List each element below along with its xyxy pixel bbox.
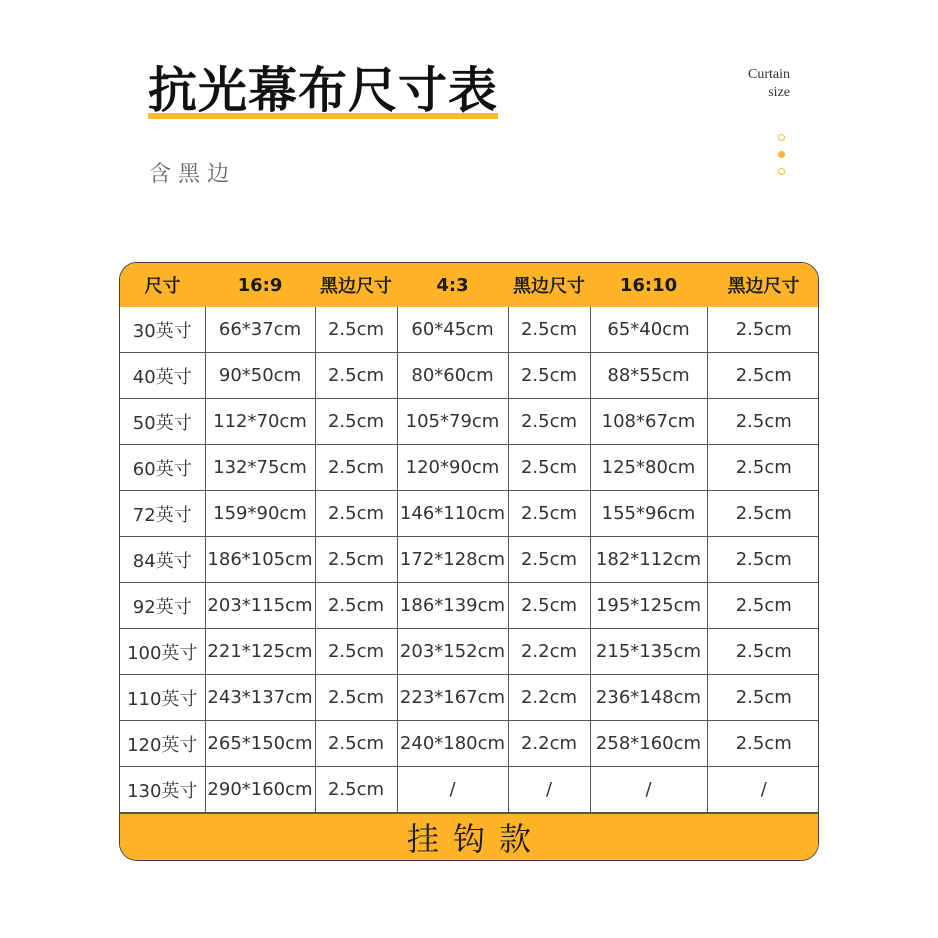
- dimension-cell: 215*135cm: [590, 629, 707, 675]
- dimension-cell: 2.5cm: [508, 307, 590, 353]
- dimension-cell: 159*90cm: [205, 491, 315, 537]
- table-header-cell: 黑边尺寸: [727, 276, 800, 297]
- dimension-cell: 186*105cm: [205, 537, 315, 583]
- indicator-dot-filled-icon: [778, 151, 785, 158]
- size-cell: 110英寸: [120, 675, 205, 721]
- dimension-cell: 2.5cm: [315, 399, 397, 445]
- dimension-cell: 221*125cm: [205, 629, 315, 675]
- dimension-cell: 236*148cm: [590, 675, 707, 721]
- table-row: [120, 399, 819, 445]
- dimension-cell: 132*75cm: [205, 445, 315, 491]
- dimension-cell: 223*167cm: [397, 675, 508, 721]
- dimension-cell: 2.2cm: [508, 675, 590, 721]
- page-indicator: [778, 134, 788, 185]
- title-block: [148, 58, 498, 124]
- dimension-cell: 60*45cm: [397, 307, 508, 353]
- dimension-cell: 182*112cm: [590, 537, 707, 583]
- dimension-cell: 243*137cm: [205, 675, 315, 721]
- size-cell: 30英寸: [120, 307, 205, 353]
- dimension-cell: 2.5cm: [315, 629, 397, 675]
- dimension-cell: 2.5cm: [508, 491, 590, 537]
- dimension-cell: 2.5cm: [707, 399, 819, 445]
- dimension-cell: 240*180cm: [397, 721, 508, 767]
- dimension-cell: 2.5cm: [315, 491, 397, 537]
- size-cell: 130英寸: [120, 767, 205, 813]
- table-row: [120, 583, 819, 629]
- indicator-dot-outline-icon: [778, 168, 785, 175]
- size-cell: 72英寸: [120, 491, 205, 537]
- table-row: [120, 307, 819, 353]
- dimension-cell: 2.5cm: [707, 583, 819, 629]
- dimension-cell: 2.5cm: [508, 583, 590, 629]
- table-header-cell: 16:10: [619, 274, 678, 296]
- dimension-cell: 203*152cm: [397, 629, 508, 675]
- dimension-cell: 2.5cm: [707, 721, 819, 767]
- table-row: [120, 353, 819, 399]
- table-header-cell: 黑边尺寸: [320, 276, 392, 297]
- table-row: [120, 675, 819, 721]
- dimension-cell: /: [397, 767, 508, 813]
- table-header-cell: 4:3: [436, 274, 469, 296]
- dimension-cell: 2.5cm: [315, 721, 397, 767]
- dimension-cell: 258*160cm: [590, 721, 707, 767]
- dimension-cell: 120*90cm: [397, 445, 508, 491]
- dimension-cell: 112*70cm: [205, 399, 315, 445]
- dimension-cell: 265*150cm: [205, 721, 315, 767]
- indicator-dot-outline-icon: [778, 134, 785, 141]
- dimension-cell: 2.5cm: [707, 537, 819, 583]
- page-subtitle: 含黑边: [149, 162, 237, 187]
- dimension-cell: 108*67cm: [590, 399, 707, 445]
- dimension-cell: 2.5cm: [315, 583, 397, 629]
- dimension-cell: /: [707, 767, 819, 813]
- dimension-cell: 2.5cm: [508, 445, 590, 491]
- dimension-cell: 155*96cm: [590, 491, 707, 537]
- dimension-cell: 105*79cm: [397, 399, 508, 445]
- corner-label-line1: Curtain: [748, 67, 790, 82]
- dimension-cell: 125*80cm: [590, 445, 707, 491]
- dimension-cell: 2.5cm: [315, 307, 397, 353]
- table-header-cell: 黑边尺寸: [513, 276, 585, 297]
- dimension-cell: 2.5cm: [508, 537, 590, 583]
- dimension-cell: 2.5cm: [508, 399, 590, 445]
- dimension-cell: 2.2cm: [508, 721, 590, 767]
- table-row: [120, 445, 819, 491]
- table-body: [120, 307, 819, 813]
- dimension-cell: 2.5cm: [315, 537, 397, 583]
- dimension-cell: 2.5cm: [707, 629, 819, 675]
- corner-label: [748, 66, 790, 102]
- dimension-cell: 2.2cm: [508, 629, 590, 675]
- table-row: [120, 537, 819, 583]
- size-cell: 60英寸: [120, 445, 205, 491]
- size-cell: 100英寸: [120, 629, 205, 675]
- page-title: [148, 58, 498, 124]
- size-cell: 84英寸: [120, 537, 205, 583]
- dimension-cell: /: [508, 767, 590, 813]
- dimension-cell: 195*125cm: [590, 583, 707, 629]
- dimension-cell: 88*55cm: [590, 353, 707, 399]
- table-header-cell: 16:9: [237, 274, 283, 296]
- size-cell: 120英寸: [120, 721, 205, 767]
- dimension-cell: 2.5cm: [707, 307, 819, 353]
- dimension-cell: 186*139cm: [397, 583, 508, 629]
- table-header-cell: 尺寸: [144, 276, 181, 297]
- table-row: [120, 767, 819, 813]
- page-title-text: 抗光幕布尺寸表: [148, 62, 499, 119]
- table-footer: 挂钩款: [120, 813, 818, 860]
- size-cell: 92英寸: [120, 583, 205, 629]
- corner-label-line2: size: [768, 85, 790, 100]
- dimension-cell: 172*128cm: [397, 537, 508, 583]
- dimension-cell: 2.5cm: [707, 675, 819, 721]
- dimension-cell: 203*115cm: [205, 583, 315, 629]
- size-table-card: [119, 262, 819, 861]
- size-cell: 40英寸: [120, 353, 205, 399]
- dimension-cell: 90*50cm: [205, 353, 315, 399]
- dimension-cell: 2.5cm: [508, 353, 590, 399]
- table-row: [120, 491, 819, 537]
- dimension-cell: 66*37cm: [205, 307, 315, 353]
- table-header-row: [120, 263, 819, 307]
- dimension-cell: 2.5cm: [707, 445, 819, 491]
- dimension-cell: 65*40cm: [590, 307, 707, 353]
- table-row: [120, 629, 819, 675]
- dimension-cell: 2.5cm: [315, 445, 397, 491]
- size-cell: 50英寸: [120, 399, 205, 445]
- dimension-cell: 290*160cm: [205, 767, 315, 813]
- dimension-cell: /: [590, 767, 707, 813]
- dimension-cell: 2.5cm: [707, 491, 819, 537]
- dimension-cell: 146*110cm: [397, 491, 508, 537]
- dimension-cell: 80*60cm: [397, 353, 508, 399]
- dimension-cell: 2.5cm: [315, 353, 397, 399]
- table-row: [120, 721, 819, 767]
- size-table: [120, 263, 819, 813]
- dimension-cell: 2.5cm: [315, 675, 397, 721]
- dimension-cell: 2.5cm: [315, 767, 397, 813]
- dimension-cell: 2.5cm: [707, 353, 819, 399]
